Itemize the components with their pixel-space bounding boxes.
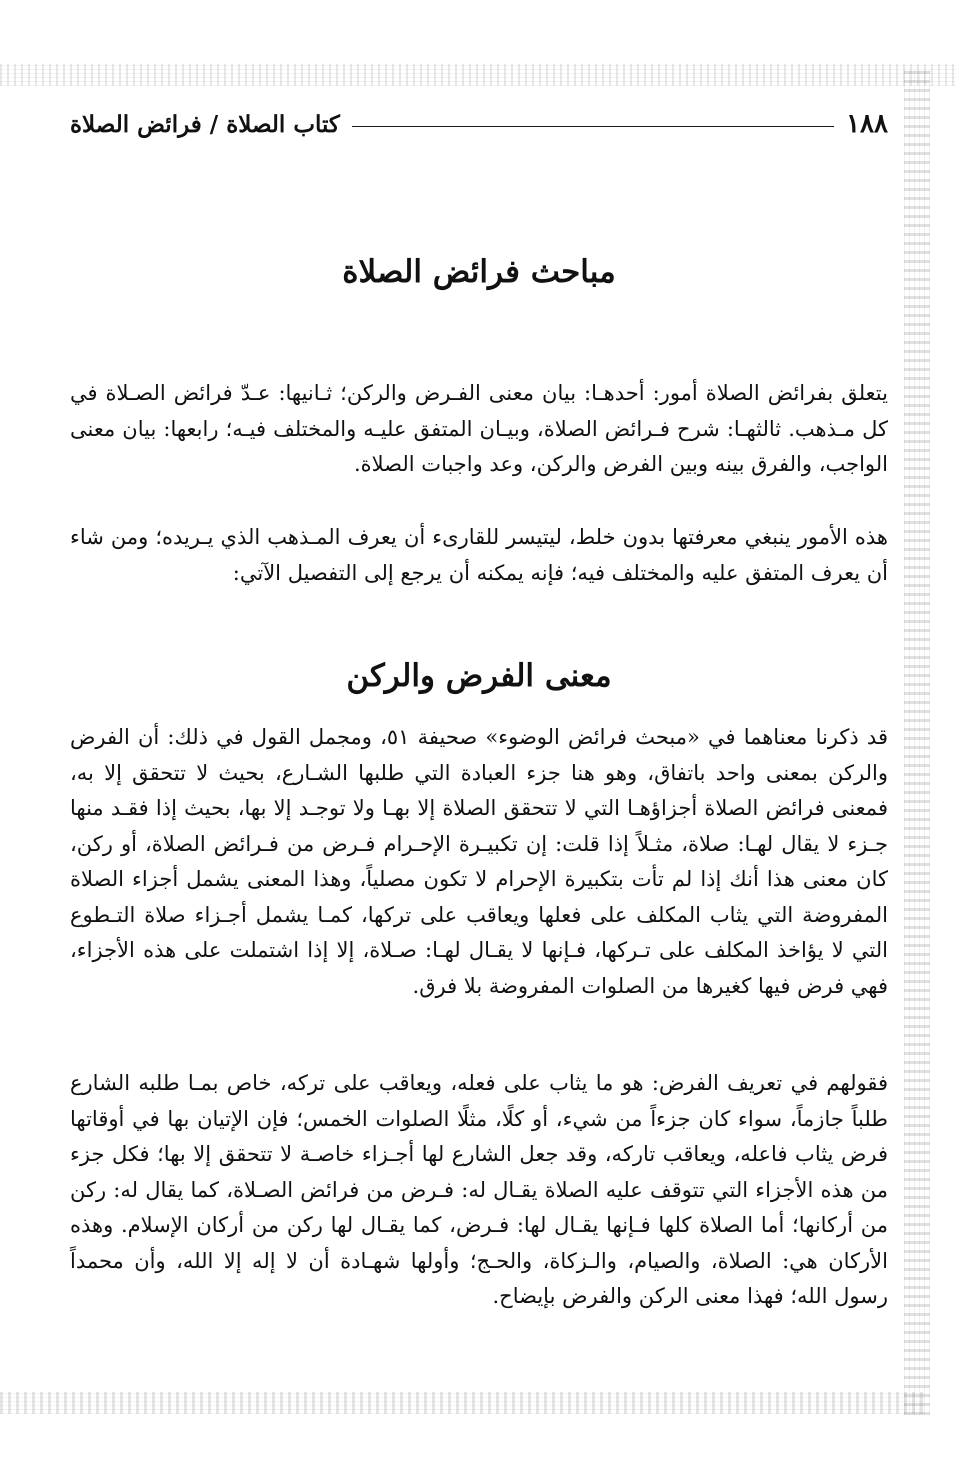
- section-heading-obligation-pillar: معنى الفرض والركن: [346, 658, 612, 694]
- section-heading-prayer-obligations: مباحث فرائض الصلاة: [342, 254, 616, 290]
- page-header: [70, 104, 888, 144]
- page-number: ١٨٨: [846, 109, 888, 139]
- guidance-paragraph: هذه الأمور ينبغي معرفتها بدون خلط، ليتيسر للقارىء أن يعرف المـذهب الذي يـريده؛ ومن شاء أن يعرف المتفق عليه والمختلف فيه؛ فإنه يمكنه أن يرجع إلى التفصيل الآتي:: [70, 525, 888, 585]
- top-ornamental-border: [0, 64, 956, 86]
- right-ornamental-border: [904, 70, 930, 1415]
- running-title: كتاب الصلاة / فرائض الصلاة: [70, 110, 340, 138]
- definition-paragraph: قد ذكرنا معناهما في «مبحث فرائض الوضوء» صحيفة ٥١، ومجمل القول في ذلك: أن الفرض والركن بمعنى واحد باتفاق، وهو هنا جزء العبادة التي طلبها الشـارع، بحيث لا تتحقق إلا به، فمعنى فرائض الصلاة أجزاؤهـا التي لا تتحقق الصلاة إلا بهـا ولا توجـد إلا بها، بحيث إذا فقـد منها جـزء لا يقال لهـا: صلاة، مثـلاً إذا قلت: إن تكبيـرة الإحـرام فـرض من فـرائض الصلاة، أو ركن، كان معنى هذا أنك إذا لم تأت بتكبيرة الإحرام لا تكون مصلياً، وهذا المعنى يشمل أجزاء الصلاة المفروضة التي يثاب المكلف على فعلها ويعاقب على تركها، كمـا يشمل أجـزاء صلاة التـطوع التي لا يؤاخذ المكلف على تـركها، فـإنها لا يقـال لهـا: صـلاة، إلا إذا اشتملت على هذه الأجزاء، فهي فرض فيها كغيرها من الصلوات المفروضة بلا فرق.: [70, 725, 888, 998]
- bottom-ornamental-border: [0, 1392, 925, 1414]
- intro-paragraph: يتعلق بفرائض الصلاة أمور: أحدهـا: بيان معنى الفـرض والركن؛ ثـانيها: عـدّ فرائض الصـلاة في كل مـذهب. ثالثهـا: شرح فـرائض الصلاة، وبيـان المتفق عليـه والمختلف فيـه؛ رابعها: بيان معنى الواجب، والفرق بينه وبين الفرض والركن، وعد واجبات الصلاة.: [70, 381, 888, 476]
- header-rule: [352, 126, 834, 127]
- explanation-paragraph: فقولهم في تعريف الفرض: هو ما يثاب على فعله، ويعاقب على تركه، خاص بمـا طلبه الشارع طلباً جازماً، سواء كان جزءاً من شيء، أو كلًا، مثلًا الصلوات الخمس؛ فإن الإتيان بها في أوقاتها فرض يثاب فاعله، ويعاقب تاركه، وقد جعل الشارع لها أجـزاء خاصـة لا تتحقق إلا بها؛ فكل جزء من هذه الأجزاء التي تتوقف عليه الصلاة يقـال له: فـرض من فرائض الصـلاة، كما يقال له: ركن من أركانها؛ أما الصلاة كلها فـإنها يقـال لها: فـرض، كما يقـال لها ركن من أركان الإسلام. وهذه الأركان هي: الصلاة، والصيام، والـزكاة، والحـج؛ وأولها شهـادة أن لا إله إلا الله، وأن محمداً رسول الله؛ فهذا معنى الركن والفرض بإيضاح.: [70, 1071, 888, 1308]
